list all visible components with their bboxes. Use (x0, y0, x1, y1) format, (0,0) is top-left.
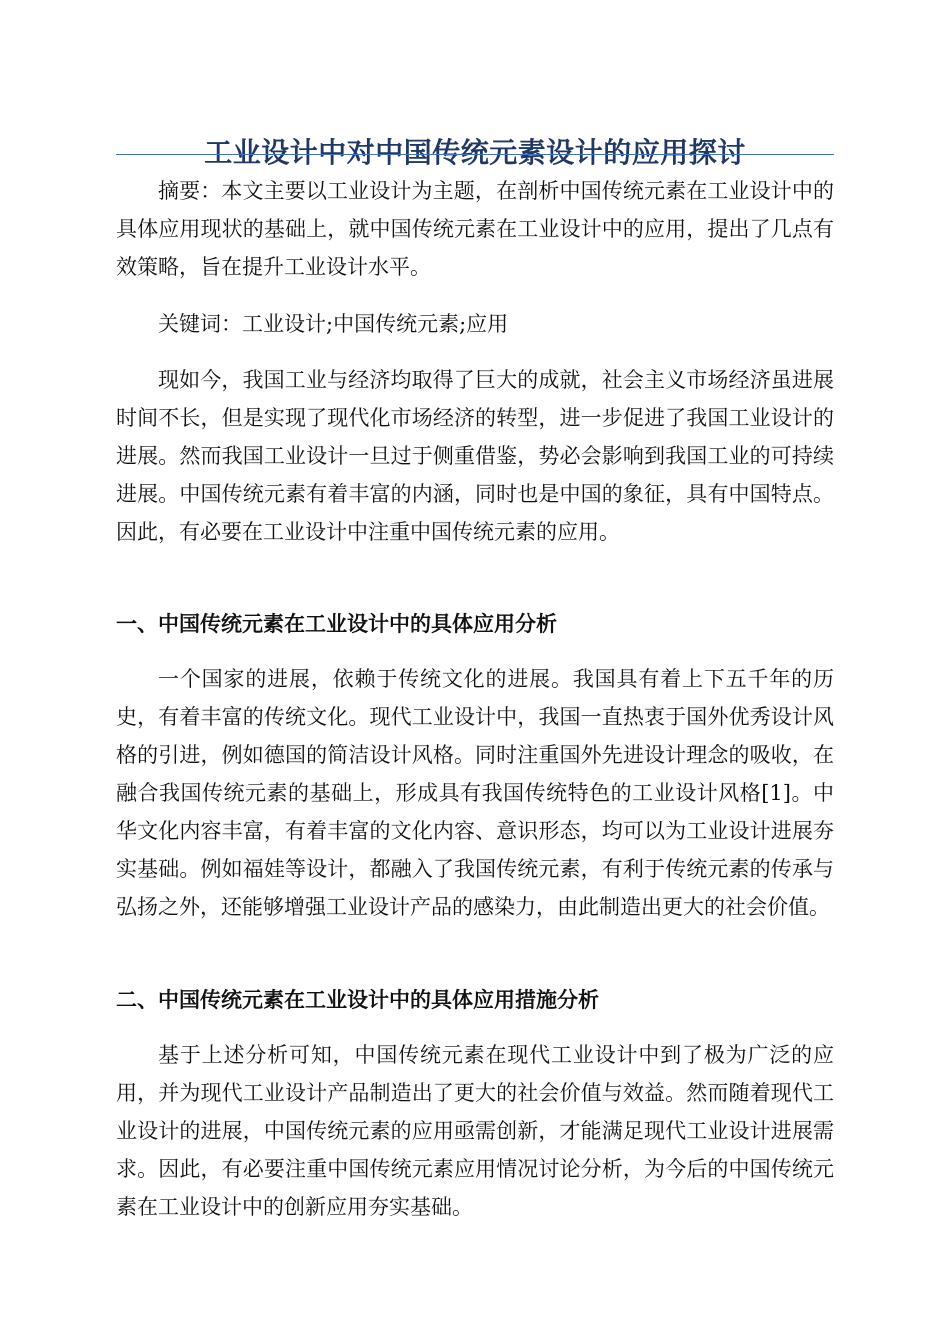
abstract-paragraph: 摘要：本文主要以工业设计为主题，在剖析中国传统元素在工业设计中的具体应用现状的基础上，就中国传统元素在工业设计中的应用，提出了几点有效策略，旨在提升工业设计水平。 (116, 179, 834, 279)
keywords-paragraph: 关键词：工业设计;中国传统元素;应用 (158, 312, 509, 336)
intro-paragraph: 现如今，我国工业与经济均取得了巨大的成就，社会主义市场经济虽进展时间不长，但是实现了现代化市场经济的转型，进一步促进了我国工业设计的进展。然而我国工业设计一旦过于侧重借鉴，势必会影响到我国工业的可持续进展。中国传统元素有着丰富的内涵，同时也是中国的象征，具有中国特点。因此，有必要在工业设计中注重中国传统元素的应用。 (116, 368, 834, 544)
section-2-body: 基于上述分析可知，中国传统元素在现代工业设计中到了极为广泛的应用，并为现代工业设计产品制造出了更大的社会价值与效益。然而随着现代工业设计的进展，中国传统元素的应用亟需创新，才能满足现代工业设计进展需求。因此，有必要注重中国传统元素应用情况讨论分析，为今后的中国传统元素在工业设计中的创新应用夯实基础。 (116, 1043, 834, 1219)
title-underline (116, 154, 834, 155)
document-title: 工业设计中对中国传统元素设计的应用探讨 (204, 135, 746, 169)
section-1-body: 一个国家的进展，依赖于传统文化的进展。我国具有着上下五千年的历史，有着丰富的传统文化。现代工业设计中，我国一直热衷于国外优秀设计风格的引进，例如德国的简洁设计风格。同时注重国外先进设计理念的吸收，在融合我国传统元素的基础上，形成具有我国传统特色的工业设计风格[1]。中华文化内容丰富，有着丰富的文化内容、意识形态，均可以为工业设计进展夯实基础。例如福娃等设计，都融入了我国传统元素，有利于传统元素的传承与弘扬之外，还能够增强工业设计产品的感染力，由此制造出更大的社会价值。 (116, 667, 834, 919)
section-2-heading: 二、中国传统元素在工业设计中的具体应用措施分析 (116, 988, 599, 1012)
section-1-heading: 一、中国传统元素在工业设计中的具体应用分析 (116, 612, 557, 636)
